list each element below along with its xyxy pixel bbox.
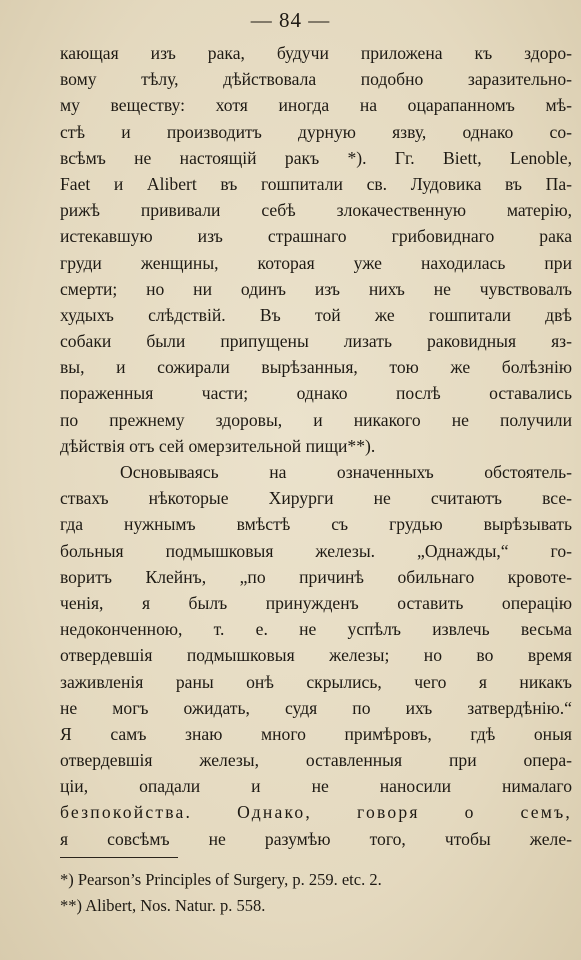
paragraph-first-line: Основываясь на означенныхъ обстоятель- xyxy=(120,462,572,482)
text-line: кающая изъ рака, будучи приложена къ здоро- xyxy=(60,43,572,63)
text-line: истекавшую изъ страшнаго грибовиднаго рака xyxy=(60,226,572,247)
text-line: груди женщины, которая уже находилась при xyxy=(60,252,572,273)
text-line: я совсѣмъ не разумѣю того, чтобы желе- xyxy=(60,828,572,849)
text-line: воритъ Клейнъ, „по причинѣ обильнаго кровоте- xyxy=(60,566,572,587)
text-line: вому тѣлу, дѣйствовала подобно заразительно- xyxy=(60,69,572,90)
text-line: вы, и сожирали вырѣзанныя, тою же болѣзнію xyxy=(60,357,572,378)
text-line: стѣ и производитъ дурную язву, однако со- xyxy=(60,121,572,142)
text-line: гда нужнымъ вмѣстѣ съ грудью вырѣзывать xyxy=(60,514,572,535)
footnote: *) Pearson’s Principles of Surgery, p. 259. etc. 2. xyxy=(60,870,382,889)
text-line: по прежнему здоровы, и никакого не получили xyxy=(60,409,572,430)
text-line: ствахъ нѣкоторые Хирурги не считаютъ все- xyxy=(60,488,572,509)
text-line: безпокойства. Однако, говоря о семъ, xyxy=(60,802,572,823)
text-line: дѣйствія отъ сей омерзительной пищи**). xyxy=(60,435,376,456)
text-line: смерти; но ни одинъ изъ нихъ не чувствовалъ xyxy=(60,278,572,299)
text-line: Faet и Alibert въ гошпитали св. Лудовика въ Па- xyxy=(60,173,572,194)
text-line: му веществу: хотя иногда на оцарапанномъ мѣ- xyxy=(60,95,572,116)
text-line: недоконченною, т. е. не успѣлъ извлечь весьма xyxy=(60,619,572,640)
text-line: ченія, я былъ принужденъ оставить операцію xyxy=(60,592,572,613)
text-line: отвердевшія подмышковыя железы; но во время xyxy=(60,645,572,666)
text-line: рижѣ прививали себѣ злокачественную матерію, xyxy=(60,200,572,221)
text-line: собаки были припущены лизать раковидныя яз- xyxy=(60,331,572,352)
text-line: не могъ ожидать, судя по ихъ затвердѣнію.“ xyxy=(60,697,572,718)
text-line: всѣмъ не настоящій ракъ *). Гг. Biett, Lenoble, xyxy=(60,147,572,168)
text-line: худыхъ слѣдствій. Въ той же гошпитали двѣ xyxy=(60,304,572,325)
text-line: ціи, опадали и не наносили нималаго xyxy=(60,776,572,797)
text-line: больныя подмышковыя железы. „Однажды,“ го- xyxy=(60,540,572,561)
footnote: **) Alibert, Nos. Natur. p. 558. xyxy=(60,896,266,915)
text-line: заживленія раны онѣ скрылись, чего я никакъ xyxy=(60,671,572,692)
text-line: пораженныя части; однако послѣ оставались xyxy=(60,383,572,404)
footnotes xyxy=(60,867,572,919)
page-number: — 84 — xyxy=(250,8,331,32)
text-line: отвердевшія железы, оставленныя при опера- xyxy=(60,750,572,771)
body-text xyxy=(60,40,572,852)
footnote-divider xyxy=(60,857,178,858)
text-line: Я самъ знаю много примѣровъ, гдѣ оныя xyxy=(60,723,572,744)
